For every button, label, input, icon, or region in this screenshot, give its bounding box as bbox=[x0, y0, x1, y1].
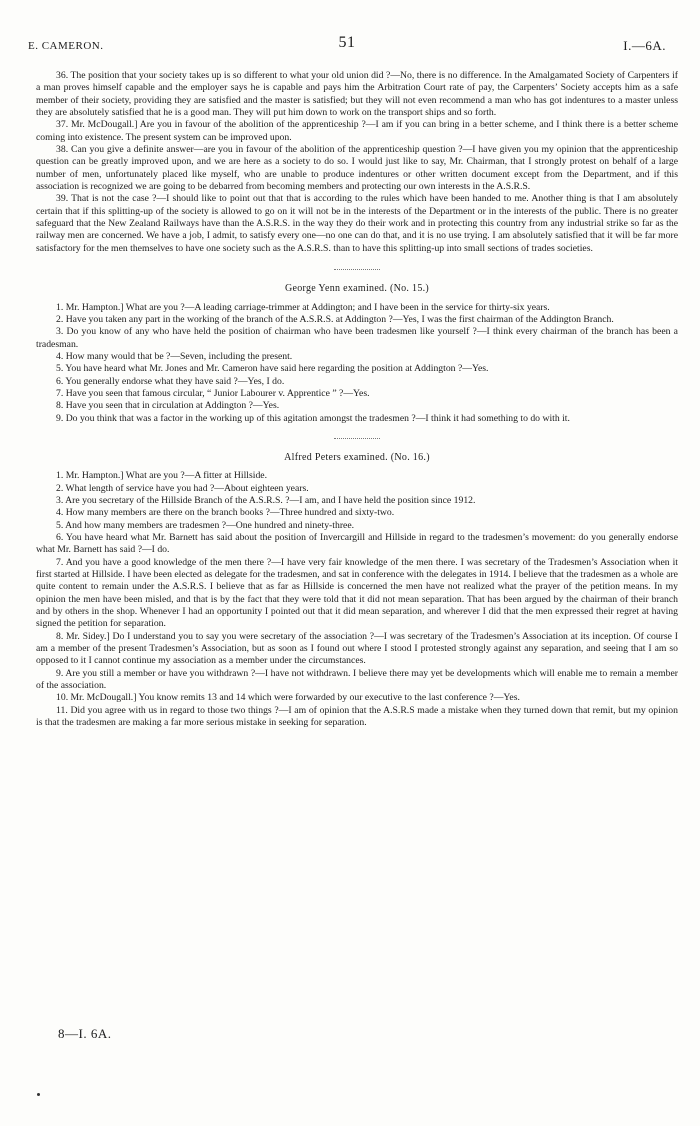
paragraph: 37. Mr. McDougall.] Are you in favour of the abolition of the apprenticeship ?—I am if you can bring in a better scheme, and I think there is a better scheme coming into existence. The present system can be improved upon. bbox=[36, 119, 678, 143]
printer-signature: 8—I. 6A. bbox=[58, 1026, 112, 1041]
page-number: 51 bbox=[338, 34, 356, 51]
witness-section-16 bbox=[36, 452, 678, 730]
paragraph: 8. Mr. Sidey.] Do I understand you to say you were secretary of the association ?—I was secretary of the Tradesmen’s Association at its inception. Of course I am a member of the present Tradesmen’s Association, but as soon as I found out where I stood I protested strongly against any separation, and seeing that I am so opposed to it I cannot continue my association as a member under the circumstances. bbox=[36, 630, 678, 667]
paragraph: 39. That is not the case ?—I should like to point out that that is according to the rules which have been handed to me. Another thing is that I am absolutely certain that if this splitting-up of the society is allowed to go on it will not be in the interests of the Department or in the interests of the public. There is no greater safeguard that the New Zealand Railways have than the A.S.R.S. in the way they do their work and in protecting this country from any industrial strike so far as the railway men are concerned. We have a job, I admit, to satisfy every one—no one can do that, and it is no use trying. I am absolutely satisfied that it will be far more satisfactory for the men themselves to have one society such as the A.S.R.S. than to have this splitting-up into small sections of trades societies. bbox=[36, 193, 678, 254]
section-divider bbox=[334, 438, 380, 439]
witness-section-15 bbox=[36, 283, 678, 425]
document-reference: I.—6A. bbox=[623, 38, 666, 53]
paragraph: 9. Are you still a member or have you withdrawn ?—I have not withdrawn. I believe there may yet be developments which will enable me to remain a member of the association. bbox=[36, 667, 678, 692]
paragraph: 10. Mr. McDougall.] You know remits 13 and 14 which were forwarded by our executive to the last conference ?—Yes. bbox=[56, 692, 520, 704]
paragraph: 6. You generally endorse what they have said ?—Yes, I do. bbox=[56, 375, 285, 387]
paragraph: 5. You have heard what Mr. Jones and Mr. Cameron have said here regarding the position at Addington ?—Yes. bbox=[56, 363, 489, 375]
paragraph: 4. How many members are there on the branch books ?—Three hundred and sixty-two. bbox=[56, 507, 395, 519]
paragraph: 9. Do you think that was a factor in the working up of this agitation amongst the tradesmen ?—I think it had something to do with it. bbox=[56, 412, 570, 424]
section-title: George Yenn examined. (No. 15.) bbox=[284, 283, 430, 295]
paragraph: 11. Did you agree with us in regard to those two things ?—I am of opinion that the A.S.R.S made a mistake when they turned down that remit, but my opinion is that the tradesmen are making a far more serious mistake in seeking for separation. bbox=[36, 704, 678, 729]
paragraph: 7. Have you seen that famous circular, “ Junior Labourer v. Apprentice ” ?—Yes. bbox=[56, 387, 370, 399]
section-title: Alfred Peters examined. (No. 16.) bbox=[284, 451, 430, 463]
paragraph: 3. Are you secretary of the Hillside Branch of the A.S.R.S. ?—I am, and I have held the position since 1912. bbox=[56, 494, 476, 506]
paragraph: 3. Do you know of any who have held the position of chairman who have been tradesmen like yourself ?—I think every chairman of the branch has been a tradesman. bbox=[36, 326, 678, 350]
header-witness-name: E. CAMERON. bbox=[28, 40, 104, 52]
intro-testimony bbox=[36, 70, 678, 255]
paragraph: 36. The position that your society takes up is so different to what your old union did ?—No, there is no difference. In the Amalgamated Society of Carpenters if a man proves himself capable and the employer says he is capable and pays him the Arbitration Court rate of pay, the Carpenters’ Society accepts him as a safe member of their society, providing they are satisfied and the master is satisfied; but they will not even recommend a man who has got indentures to a master unless they are absolutely satisfied that he is a good man. They will put him down to work on the transport ships and so forth. bbox=[36, 70, 678, 119]
paragraph: 2. Have you taken any part in the working of the branch of the A.S.R.S. at Addington ?—Yes, I was the first chairman of the Addington Branch. bbox=[56, 313, 614, 325]
document-body bbox=[36, 70, 678, 730]
paragraph: 1. Mr. Hampton.] What are you ?—A leading carriage-trimmer at Addington; and I have been in the service for thirty-six years. bbox=[56, 301, 550, 313]
section-divider bbox=[334, 269, 380, 270]
page-header bbox=[28, 34, 666, 54]
paragraph: 38. Can you give a definite answer—are you in favour of the abolition of the apprenticeship question ?—I have given you my opinion that the apprenticeship question can be greatly improved upon, and we are here as a society to do so. I would just like to say, Mr. Chairman, that I strongly protest on behalf of a large number of men, unfortunately placed like myself, who are unable to produce indentures or other written document except from the Department, and if this association is recognized we are going to be debarred from becoming members and protecting our own interests in the A.S.R.S. bbox=[36, 144, 678, 193]
paragraph: 6. You have heard what Mr. Barnett has said about the position of Invercargill and Hillside in regard to the tradesmen’s movement: do you generally endorse what Mr. Barnett has said ?—I do. bbox=[36, 532, 678, 556]
paragraph: 4. How many would that be ?—Seven, including the present. bbox=[56, 350, 293, 362]
ink-speck bbox=[37, 1093, 40, 1096]
paragraph: 1. Mr. Hampton.] What are you ?—A fitter at Hillside. bbox=[56, 470, 268, 482]
paragraph: 2. What length of service have you had ?—About eighteen years. bbox=[56, 482, 309, 494]
paragraph: 5. And how many members are tradesmen ?—One hundred and ninety-three. bbox=[56, 519, 355, 531]
paragraph: 8. Have you seen that in circulation at Addington ?—Yes. bbox=[56, 400, 280, 412]
paragraph: 7. And you have a good knowledge of the men there ?—I have very fair knowledge of the men there. I was secretary of the Tradesmen’s Association when it first started at Hillside. I have been elected as delegate for the tradesmen, and sat in conference with the delegates in 1914. I believe that the tradesmen as a whole are quite content to remain under the A.S.R.S. I believe that as far as Hillside is concerned the men have not realized what the prayer of the petition means. In my opinion the men have been misled, and that is by the fact that they were told that it did not mean separation. That has been argued by the chairman of their branch and by others in the shop. Whenever I had an opportunity I pointed out that it did mean separation, and wherever I did that the men expressed their regret at having signed the petition for separation. bbox=[36, 556, 678, 630]
